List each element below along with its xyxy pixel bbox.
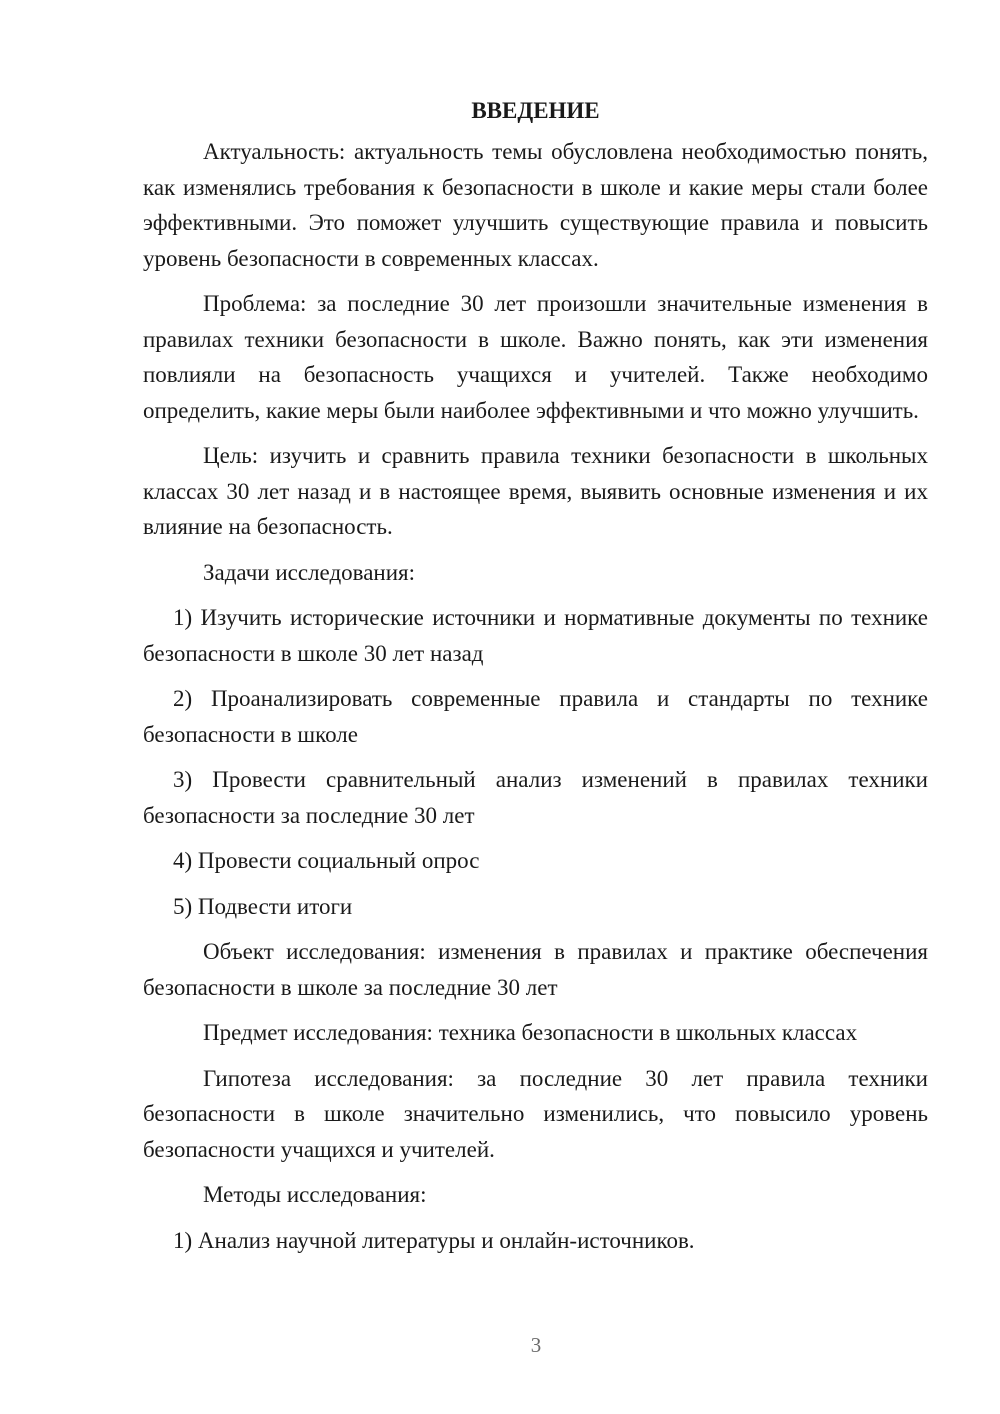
task-item-2: 2) Проанализировать современные правила и стандарты по технике безопасности в школе <box>143 686 928 747</box>
task-item-3: 3) Провести сравнительный анализ изменений в правилах техники безопасности за последние 30 лет <box>143 767 928 828</box>
subject-paragraph: Предмет исследования: техника безопасности в школьных классах <box>203 1020 858 1045</box>
task-item-4: 4) Провести социальный опрос <box>173 848 480 873</box>
task-item-1: 1) Изучить исторические источники и нормативные документы по технике безопасности в школе 30 лет назад <box>143 605 928 666</box>
task-item-5: 5) Подвести итоги <box>173 893 353 919</box>
problem-paragraph: Проблема: за последние 30 лет произошли значительные изменения в правилах техники безопасности в школе. Важно понять, как эти изменения повлияли на безопасность учащихся и учителей. Также необходимо определить, какие меры были наиболее эффективными и что можно улучшить. <box>143 291 928 423</box>
methods-heading: Методы исследования: <box>203 1182 427 1207</box>
relevance-paragraph: Актуальность: актуальность темы обусловлена необходимостью понять, как изменялись требования к безопасности в школе и какие меры стали более эффективными. Это поможет улучшить существующие правила и повысить уровень безопасности в современных классах. <box>143 139 928 271</box>
section-title: ВВЕДЕНИЕ <box>471 98 600 123</box>
object-paragraph: Объект исследования: изменения в правилах и практике обеспечения безопасности в школе за последние 30 лет <box>143 939 928 1000</box>
page-content <box>143 96 928 1268</box>
goal-paragraph: Цель: изучить и сравнить правила техники безопасности в школьных классах 30 лет назад и в настоящее время, выявить основные изменения и их влияние на безопасность. <box>143 443 928 539</box>
hypothesis-paragraph: Гипотеза исследования: за последние 30 лет правила техники безопасности в школе значительно изменились, что повысило уровень безопасности учащихся и учителей. <box>143 1065 928 1162</box>
tasks-heading: Задачи исследования: <box>203 559 416 585</box>
method-item-1: 1) Анализ научной литературы и онлайн-источников. <box>173 1227 695 1253</box>
page-number: 3 <box>530 1333 542 1357</box>
